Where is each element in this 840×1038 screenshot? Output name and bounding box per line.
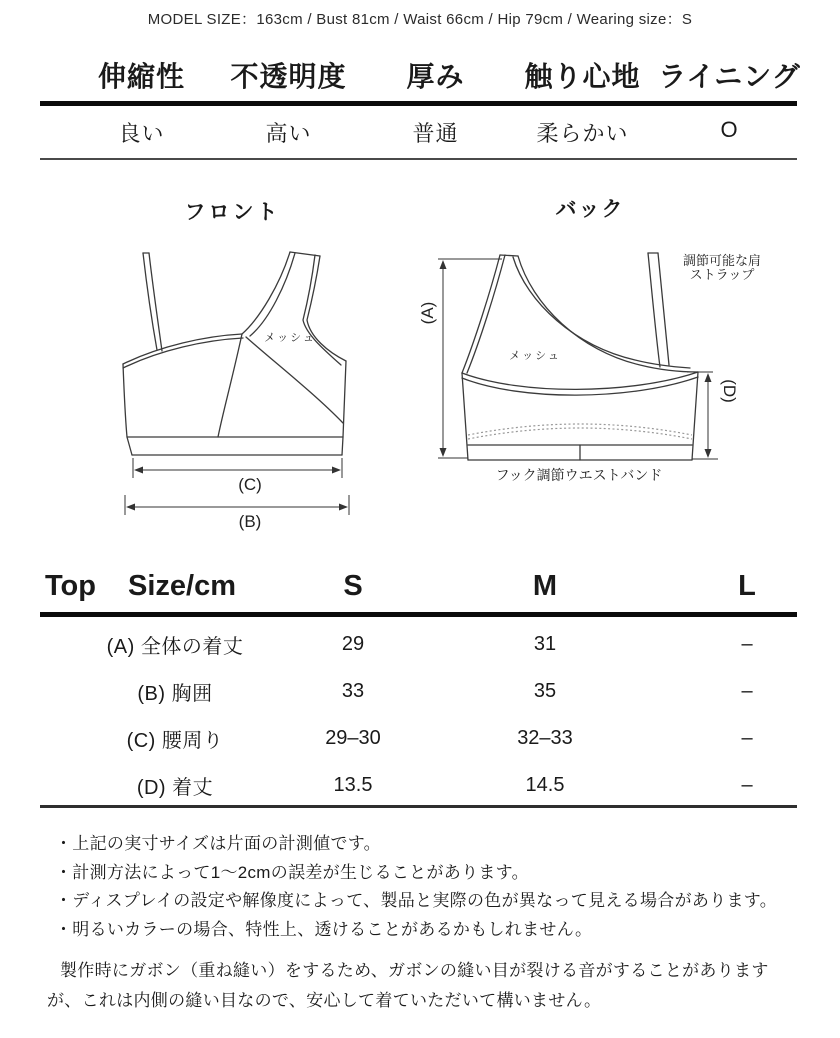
property-value-touch: 柔らかい (536, 121, 629, 146)
front-mesh-label: メッシュ (264, 332, 316, 344)
cell-l: – (741, 680, 753, 702)
note-item: ・上記の実寸サイズは片面の計測値です。 (55, 834, 381, 853)
cell-m: 31 (533, 633, 557, 655)
notes-list (55, 830, 820, 944)
property-header-touch: 触り心地 (524, 61, 641, 92)
back-diagram-label: バック (555, 198, 625, 221)
cell-m: 32–33 (517, 727, 573, 749)
front-diagram-label: フロント (184, 201, 281, 224)
size-column-l: L (738, 570, 756, 602)
model-size-info: MODEL SIZE：163cm / Bust 81cm / Waist 66cm / Hip 79cm / Wearing size：S (147, 11, 693, 28)
size-chart-header (40, 570, 800, 610)
strap-note-line1: 調節可能な肩 (682, 253, 762, 268)
divider-thick-top (40, 101, 797, 106)
stitch-seam (468, 424, 692, 439)
cell-l: – (741, 727, 753, 749)
dimension-b-label: (B) (238, 512, 262, 531)
divider-thin-size (40, 805, 797, 808)
property-value-opacity: 高い (265, 121, 312, 146)
back-dimension-lines (438, 259, 718, 459)
dimension-a-label: (A) (418, 301, 437, 325)
dimension-c-label: (C) (238, 475, 262, 494)
waistband-note: フック調節ウエストバンド (495, 467, 663, 483)
front-diagram (90, 240, 390, 540)
back-diagram (420, 245, 800, 490)
note-item: ・計測方法によって1〜2cmの誤差が生じることがあります。 (55, 862, 529, 882)
row-label: (B) 胸囲 (137, 683, 213, 705)
property-header-lining: ライニング (658, 61, 801, 92)
property-header-thickness: 厚み (406, 61, 465, 92)
table-row (40, 621, 800, 668)
row-label: (A) 全体の着丈 (106, 636, 244, 658)
table-row (40, 762, 800, 809)
size-column-m: M (532, 570, 558, 602)
size-column-s: S (343, 570, 363, 602)
strap-note-line2: ストラップ (689, 267, 755, 282)
front-garment-outline (123, 252, 346, 455)
cell-m: 14.5 (525, 774, 565, 796)
row-label: (D) 着丈 (136, 777, 214, 799)
size-chart-body (40, 621, 800, 809)
cell-l: – (741, 633, 753, 655)
note-item: ・明るいカラーの場合、特性上、透けることがあるかもしれません。 (55, 919, 593, 939)
note-item: ・ディスプレイの設定や解像度によって、製品と実際の色が異なって見える場合があります。 (55, 891, 778, 911)
property-value-thickness: 普通 (412, 121, 459, 146)
cell-s: 13.5 (333, 774, 373, 796)
property-header-stretch: 伸縮性 (97, 61, 185, 92)
seam-disclaimer: 製作時にガボン（重ね縫い）をするため、ガボンの縫い目が裂ける音がすることがありますが、これは内側の縫い目なので、安心して着ていただいて構いません。 (47, 961, 769, 1010)
back-mesh-label: メッシュ (509, 350, 561, 362)
cell-s: 33 (341, 680, 365, 702)
cell-l: – (741, 774, 753, 796)
cell-s: 29 (341, 633, 365, 655)
fabric-property-header-row (68, 55, 804, 95)
fabric-property-value-row (68, 117, 804, 148)
dimension-d-label: (D) (720, 379, 739, 403)
front-dimension-lines (125, 458, 349, 515)
divider-thick-size (40, 612, 797, 617)
cell-s: 29–30 (325, 727, 381, 749)
size-chart-unit-label: Size/cm (128, 570, 236, 602)
table-row (40, 715, 800, 762)
property-value-lining: O (720, 117, 739, 142)
back-garment-outline (462, 253, 698, 460)
property-value-stretch: 良い (118, 121, 165, 146)
table-row (40, 668, 800, 715)
property-header-opacity: 不透明度 (230, 61, 347, 92)
cell-m: 35 (533, 680, 557, 702)
row-label: (C) 腰周り (126, 730, 224, 752)
divider-thin-top (40, 158, 797, 160)
size-chart-product-type: Top (45, 570, 96, 602)
